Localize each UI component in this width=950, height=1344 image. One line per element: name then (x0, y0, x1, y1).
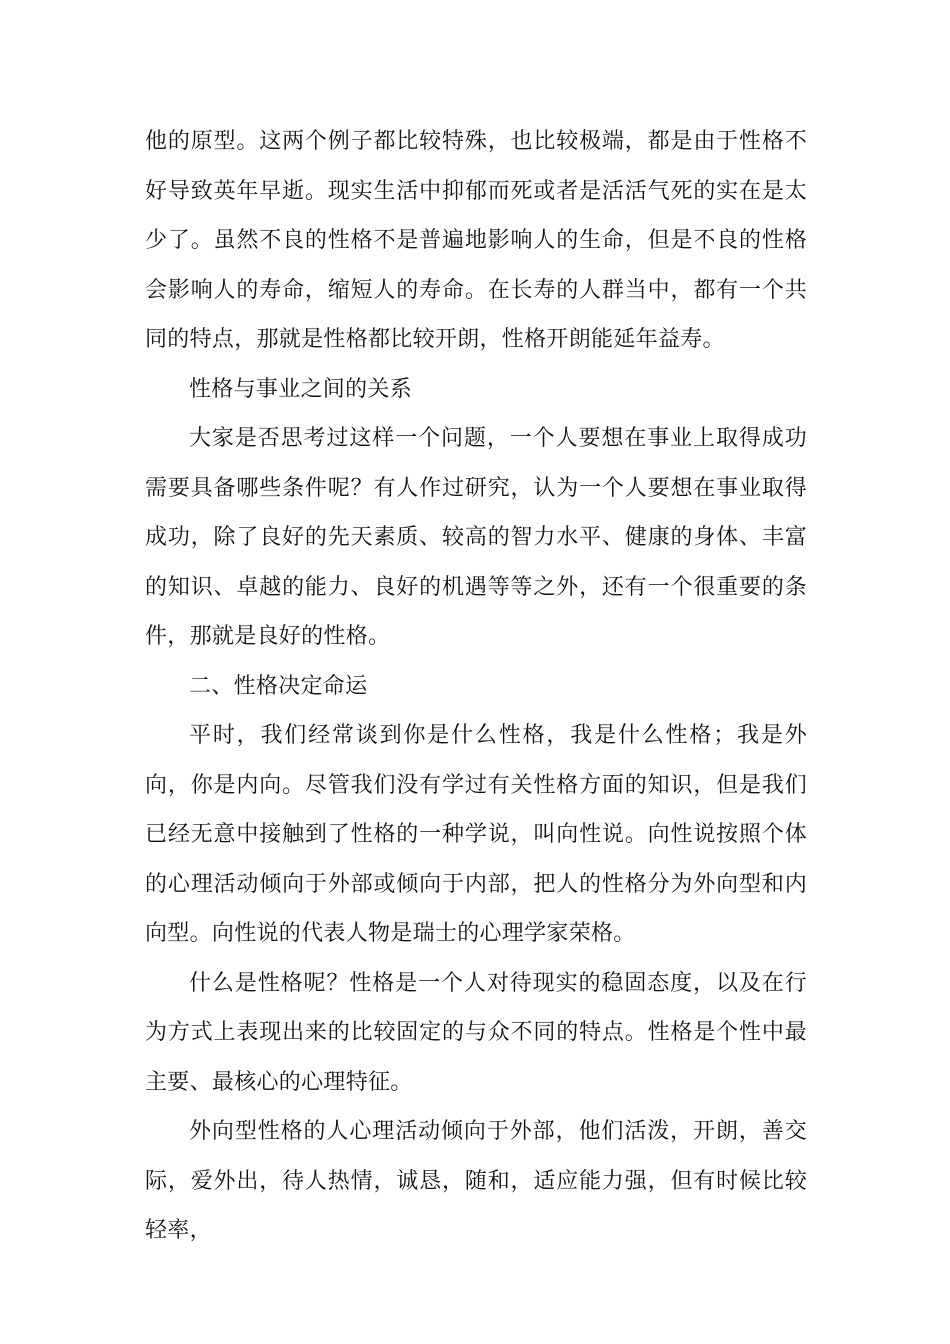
paragraph-introversion: 平时，我们经常谈到你是什么性格，我是什么性格；我是外向，你是内向。尽管我们没有学过有关性格方面的知识，但是我们已经无意中接触到了性格的一种学说，叫向性说。向性说按照个体的心理活动倾向于外部或倾向于内部，把人的性格分为外向型和内向型。向性说的代表人物是瑞士的心理学家荣格。 (145, 723, 807, 946)
section-heading-destiny: 二、性格决定命运 (189, 673, 368, 699)
paragraph-continuation: 他的原型。这两个例子都比较特殊，也比较极端，都是由于性格不好导致英年早逝。现实生活中抑郁而死或者是活活气死的实在是太少了。虽然不良的性格不是普遍地影响人的生命，但是不良的性格会影响人的寿命，缩短人的寿命。在长寿的人群当中，都有一个共同的特点，那就是性格都比较开朗，性格开朗能延年益寿。 (145, 129, 807, 352)
paragraph-extraversion: 外向型性格的人心理活动倾向于外部，他们活泼，开朗，善交际，爱外出，待人热情，诚恳，随和，适应能力强，但有时候比较轻率， (145, 1119, 807, 1243)
paragraph-definition: 什么是性格呢？性格是一个人对待现实的稳固态度，以及在行为方式上表现出来的比较固定的与众不同的特点。性格是个性中最主要、最核心的心理特征。 (145, 970, 807, 1095)
section-heading-career: 性格与事业之间的关系 (189, 376, 413, 402)
paragraph-career: 大家是否思考过这样一个问题，一个人要想在事业上取得成功需要具备哪些条件呢？有人作过研究，认为一个人要想在事业取得成功，除了良好的先天素质、较高的智力水平、健康的身体、丰富的知识、卓越的能力、良好的机遇等等之外，还有一个很重要的条件，那就是良好的性格。 (145, 426, 807, 649)
